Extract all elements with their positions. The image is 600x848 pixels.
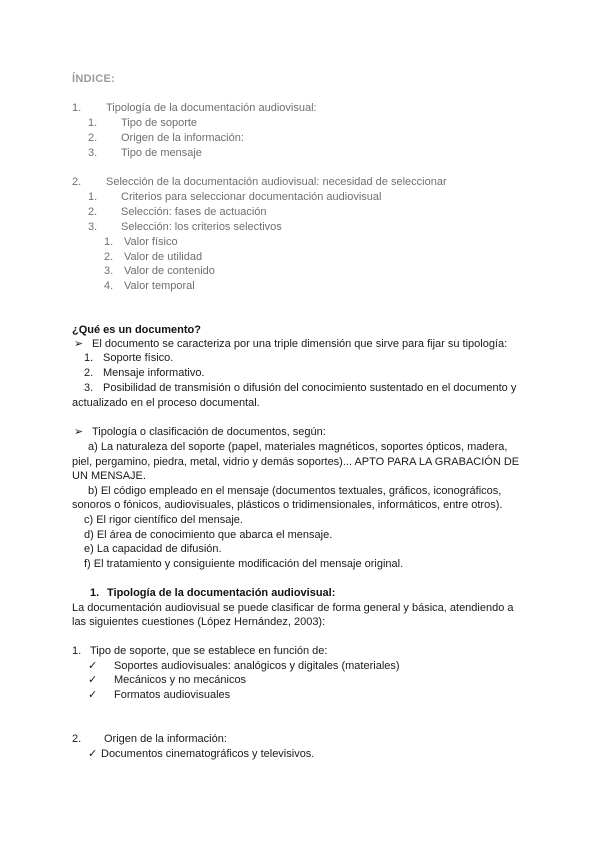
index-section-1-num: 1. <box>72 102 82 114</box>
index-item-tipo-soporte[interactable]: Tipo de soporte <box>121 117 198 129</box>
arrow-bullet-icon: ➢ <box>74 426 84 438</box>
check-item-formatos: Formatos audiovisuales <box>114 689 231 701</box>
section1-heading: Tipología de la documentación audiovisual: <box>107 587 336 599</box>
index-subitem-valor-fisico[interactable]: Valor físico <box>124 236 178 248</box>
mensaje-informativo: Mensaje informativo. <box>103 367 205 379</box>
sub2-num: 2. <box>72 733 82 745</box>
index-item-num: 1. <box>88 117 98 129</box>
section1-para-line2: las siguientes cuestiones (López Hernández, 2003): <box>72 616 326 628</box>
clasif-c: c) El rigor científico del mensaje. <box>84 514 243 526</box>
arrow-bullet-icon: ➢ <box>74 338 84 350</box>
sub2-label: Origen de la información: <box>104 733 227 745</box>
index-item-num: 3. <box>88 221 98 233</box>
check-icon: ✓ <box>88 748 98 760</box>
check-icon: ✓ <box>88 674 98 686</box>
clasif-a-line1: a) La naturaleza del soporte (papel, materiales magnéticos, soportes ópticos, madera, <box>88 441 508 453</box>
soporte-fisico: Soporte físico. <box>103 352 174 364</box>
clasif-b-line1: b) El código empleado en el mensaje (documentos textuales, gráficos, iconográficos, <box>88 485 502 497</box>
section1-num: 1. <box>90 587 100 599</box>
index-item-criterios[interactable]: Criterios para seleccionar documentación audiovisual <box>121 191 382 203</box>
posibilidad-line2: actualizado en el proceso documental. <box>72 397 260 409</box>
index-item-tipo-mensaje[interactable]: Tipo de mensaje <box>121 147 202 159</box>
bullet2-text: Tipología o clasificación de documentos, según: <box>92 426 326 438</box>
index-title: ÍNDICE: <box>72 73 116 85</box>
index-subitem-num: 1. <box>104 236 114 248</box>
clasif-a-line3: UN MENSAJE. <box>72 470 146 482</box>
index-subitem-num: 4. <box>104 280 114 292</box>
posibilidad-line1: Posibilidad de transmisión o difusión del conocimiento sustentado en el documento y <box>103 382 517 394</box>
list-num: 2. <box>84 367 94 379</box>
index-section-2-num: 2. <box>72 176 82 188</box>
index-subitem-valor-contenido[interactable]: Valor de contenido <box>124 265 215 277</box>
check-item-soportes: Soportes audiovisuales: analógicos y digitales (materiales) <box>114 660 400 672</box>
index-item-fases[interactable]: Selección: fases de actuación <box>121 206 267 218</box>
clasif-b-line2: sonoros o fónicos, audiovisuales, plásticos o tridimensionales, informáticos, entre otros). <box>72 499 503 511</box>
clasif-a-line2: piel, pergamino, piedra, metal, vidrio y demás soportes)... APTO PARA LA GRABACIÓN DE <box>72 456 520 468</box>
index-subitem-valor-utilidad[interactable]: Valor de utilidad <box>124 251 203 263</box>
index-subitem-num: 2. <box>104 251 114 263</box>
list-num: 1. <box>84 352 94 364</box>
sub1-label: Tipo de soporte, que se establece en función de: <box>90 645 328 657</box>
index-subitem-valor-temporal[interactable]: Valor temporal <box>124 280 195 292</box>
clasif-e: e) La capacidad de difusión. <box>84 543 222 555</box>
check-icon: ✓ <box>88 689 98 701</box>
check-icon: ✓ <box>88 660 98 672</box>
question-heading: ¿Qué es un documento? <box>72 324 201 336</box>
section1-para-line1: La documentación audiovisual se puede clasificar de forma general y básica, atendiendo a <box>72 602 514 614</box>
index-item-num: 1. <box>88 191 98 203</box>
check-item-documentos: Documentos cinematográficos y televisivos. <box>101 748 315 760</box>
sub1-num: 1. <box>72 645 82 657</box>
list-num: 3. <box>84 382 94 394</box>
index-item-num: 2. <box>88 132 98 144</box>
clasif-d: d) El área de conocimiento que abarca el mensaje. <box>84 529 333 541</box>
clasif-f: f) El tratamiento y consiguiente modificación del mensaje original. <box>84 558 404 570</box>
bullet1-text: El documento se caracteriza por una triple dimensión que sirve para fijar su tipología: <box>92 338 508 350</box>
index-section-1-label[interactable]: Tipología de la documentación audiovisual: <box>106 102 317 114</box>
index-item-num: 2. <box>88 206 98 218</box>
index-section-2-label[interactable]: Selección de la documentación audiovisual: necesidad de seleccionar <box>106 176 447 188</box>
index-item-criterios-selectivos[interactable]: Selección: los criterios selectivos <box>121 221 282 233</box>
index-item-origen[interactable]: Origen de la información: <box>121 132 244 144</box>
index-subitem-num: 3. <box>104 265 114 277</box>
index-item-num: 3. <box>88 147 98 159</box>
check-item-mecanicos: Mecánicos y no mecánicos <box>114 674 247 686</box>
